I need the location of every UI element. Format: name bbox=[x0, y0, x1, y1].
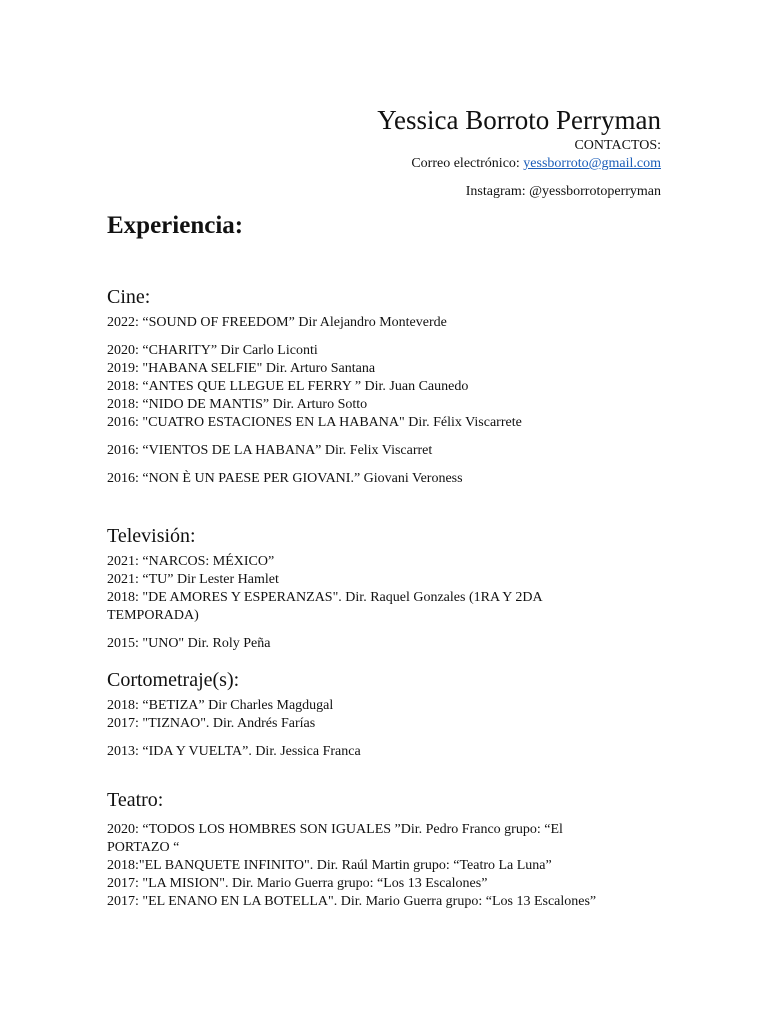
list-item: 2019: "HABANA SELFIE" Dir. Arturo Santana bbox=[107, 361, 376, 376]
list-item: 2016: “VIENTOS DE LA HABANA” Dir. Felix Viscarret bbox=[107, 443, 433, 458]
person-name: Yessica Borroto Perryman bbox=[377, 105, 661, 135]
list-item: 2021: “NARCOS: MÉXICO” bbox=[107, 554, 275, 569]
email-line bbox=[377, 155, 661, 173]
list-item: 2018: “NIDO DE MANTIS” Dir. Arturo Sotto bbox=[107, 397, 368, 412]
contacts-label: CONTACTOS: bbox=[574, 138, 661, 153]
list-item: 2018: “BETIZA” Dir Charles Magdugal bbox=[107, 698, 334, 713]
section-title-cine: Cine: bbox=[107, 286, 151, 308]
section-title-cortometraje: Cortometraje(s): bbox=[107, 669, 240, 691]
list-item: 2020: “CHARITY” Dir Carlo Liconti bbox=[107, 343, 318, 358]
instagram-handle: Instagram: @yessborrotoperryman bbox=[465, 184, 661, 199]
list-item: 2018: “ANTES QUE LLEGUE EL FERRY ” Dir. Juan Caunedo bbox=[107, 379, 469, 394]
section-television bbox=[107, 523, 667, 653]
list-item: 2013: “IDA Y VUELTA”. Dir. Jessica Franca bbox=[107, 744, 361, 759]
list-item: 2015: "UNO" Dir. Roly Peña bbox=[107, 636, 271, 651]
section-title-television: Televisión: bbox=[107, 525, 196, 547]
resume-content bbox=[107, 208, 667, 911]
list-item: 2016: “NON È UN PAESE PER GIOVANI.” Giovani Veroness bbox=[107, 471, 463, 486]
list-item: 2018:"EL BANQUETE INFINITO". Dir. Raúl Martin grupo: “Teatro La Luna” bbox=[107, 858, 552, 873]
list-item: 2017: "LA MISION". Dir. Mario Guerra grupo: “Los 13 Escalones” bbox=[107, 876, 488, 891]
section-cine bbox=[107, 284, 667, 488]
resume-header bbox=[377, 103, 661, 201]
section-teatro bbox=[107, 787, 667, 911]
list-item: 2018: "DE AMORES Y ESPERANZAS". Dir. Raquel Gonzales (1RA Y 2DA TEMPORADA) bbox=[107, 590, 542, 623]
email-link[interactable]: yessborroto@gmail.com bbox=[523, 156, 661, 171]
list-item: 2021: “TU” Dir Lester Hamlet bbox=[107, 572, 279, 587]
section-cortometraje bbox=[107, 667, 667, 761]
list-item: 2017: "EL ENANO EN LA BOTELLA". Dir. Mario Guerra grupo: “Los 13 Escalones” bbox=[107, 894, 597, 909]
list-item: 2017: "TIZNAO". Dir. Andrés Farías bbox=[107, 716, 316, 731]
list-item: 2020: “TODOS LOS HOMBRES SON IGUALES ”Dir. Pedro Franco grupo: “El PORTAZO “ bbox=[107, 822, 563, 855]
section-title-teatro: Teatro: bbox=[107, 789, 164, 811]
email-label: Correo electrónico: bbox=[411, 156, 524, 171]
list-item: 2016: "CUATRO ESTACIONES EN LA HABANA" Dir. Félix Viscarrete bbox=[107, 415, 522, 430]
list-item: 2022: “SOUND OF FREEDOM” Dir Alejandro Monteverde bbox=[107, 315, 447, 330]
experience-heading: Experiencia: bbox=[107, 212, 244, 239]
